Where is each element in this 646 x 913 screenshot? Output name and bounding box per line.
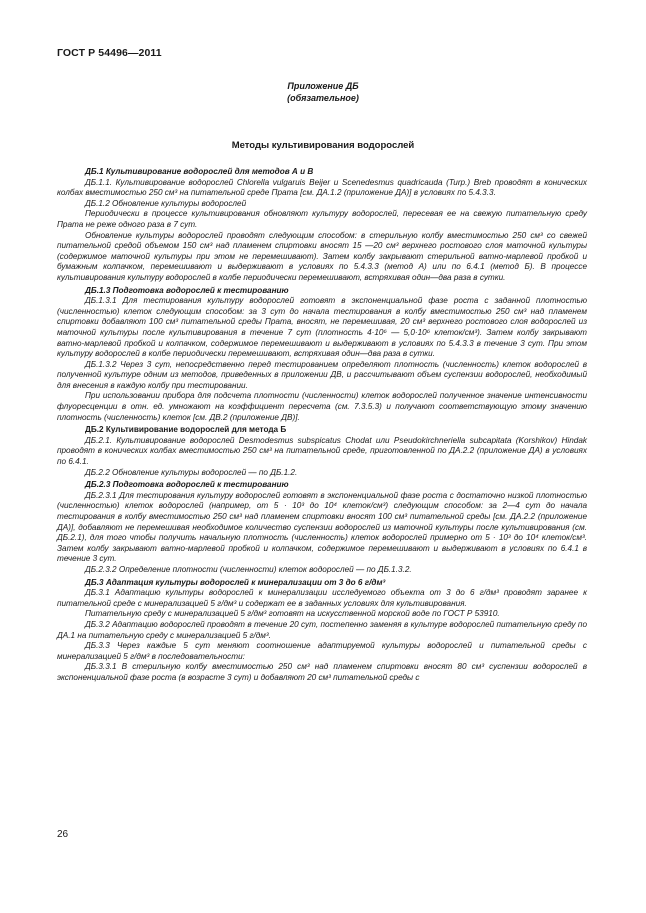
- subsection-heading: ДБ.1 Культивирование водорослей для методов А и В: [85, 167, 314, 176]
- paragraph: ДБ.3.2 Адаптацию водорослей проводят в течение 20 сут, постепенно заменяя в культуре водорослей питательную среду по ДА.1 на питательную среду с минерализацией 5 г/дм³.: [57, 619, 587, 640]
- paragraph: ДБ.3.1 Адаптацию культуры водорослей к минерализации исследуемого объекта от 3 до 6 г/дм³ проводят заранее к питательной среде с минерализацией 5 г/дм³ и содержат ее в заданных условиях для культивирования.: [57, 588, 587, 608]
- paragraph: Питательную среду с минерализацией 5 г/дм³ готовят на искусственной морской воде по ГОСТ Р 53910.: [85, 609, 500, 619]
- paragraph: ДБ.1.3.1 Для тестирования культуру водорослей готовят в экспоненциальной фазе роста с заданной плотностью (численностью) клеток следующим способом: за 3 сут до начала тестирования в колбу вместимостью 250 см³ над пламенем спиртовки добавляют 100 см³ питательной среды Прата, вносят, не перемешивая, 20 см³ верхнего ростового слоя водорослей из маточной культуры после культивирования в течение 7 сут (плотность 4·10⁶ — 5,0·10⁶ клеток/см³). Затем колбу закрывают ватно-марлевой пробкой и колпачком, содержимое перемешивают и выдерживают в условиях по 5.4.3.3 в течение 3 сут. При этом культуру водорослей в колбе периодически перемешивают, встряхивая один—два раза в сутки.: [57, 296, 587, 359]
- appendix-status: (обязательное): [287, 93, 359, 103]
- paragraph: ДБ.1.2 Обновление культуры водорослей: [85, 198, 247, 208]
- subsection-heading: ДБ.3 Адаптация культуры водорослей к минерализации от 3 до 6 г/дм³: [85, 577, 386, 587]
- paragraph: При использовании прибора для подсчета плотности (численности) клеток водорослей полученное значение интенсивности флуоресценции в отн. ед. умножают на коэффициент пересчета (см. 7.3.5.3) и получают соответствующую этому значению плотность (численность) клеток [см. ДВ.2 (приложение ДВ)].: [57, 391, 587, 422]
- paragraph: ДБ.2.2 Обновление культуры водорослей — по ДБ.1.2.: [85, 467, 298, 477]
- appendix-label-block: [0, 80, 646, 104]
- section-title: Методы культивирования водорослей: [231, 140, 415, 151]
- appendix-label: Приложение ДБ: [287, 81, 359, 91]
- subsection-heading: ДБ.2 Культивирование водорослей для метода Б: [85, 425, 287, 435]
- standard-header: ГОСТ Р 54496—2011: [57, 47, 162, 59]
- paragraph: ДБ.1.3.2 Через 3 сут, непосредственно перед тестированием определяют плотность (численность) клеток водорослей в полученной культуре одним из методов, приведенных в приложении ДВ, и рассчитывают объем суспензии водорослей, необходимый для внесения в каждую колбу при тестировании.: [57, 359, 587, 390]
- paragraph: ДБ.3.3.1 В стерильную колбу вместимостью 250 см³ над пламенем спиртовки вносят 80 см³ суспензии водорослей в экспоненциальной фазе роста (в возрасте 3 сут) и добавляют 20 см³ питательной среды с: [57, 662, 587, 682]
- paragraph: ДБ.1.1. Культивирование водорослей Chlorella vulgaruis Beijer и Scenedesmus quadricauda (Turp.) Breb проводят в конических колбах вместимостью 250 см³ на питательной среде Прата [см. ДА.1.2 (приложение ДА)] в условиях по 5.4.3.3.: [57, 177, 587, 198]
- paragraph: ДБ.3.3 Через каждые 5 сут меняют соотношение адаптируемой культуры водорослей и питательной среды с минерализацией 5 г/дм³ в последовательности:: [57, 641, 587, 661]
- document-body: [57, 165, 587, 684]
- page-number: 26: [57, 829, 69, 840]
- paragraph: ДБ.2.3.2 Определение плотности (численности) клеток водорослей — по ДБ.1.3.2.: [85, 564, 412, 574]
- paragraph: ДБ.2.1. Культивирование водорослей Desmodesmus subspicatus Chodat или Pseudokirchneriella subcapitata (Korshikov) Hindak проводят в конических колбах вместимостью 250 см³ на питательной среде, приготовленной по ДА.2.2 (приложение ДА) в условиях по 6.4.1.: [57, 435, 587, 467]
- subsection-heading: ДБ.1.3 Подготовка водорослей к тестированию: [85, 285, 289, 295]
- paragraph: ДБ.2.3.1 Для тестирования культуру водорослей готовят в экспоненциальной фазе роста с достаточно низкой плотностью (численностью) клеток водорослей (например, от 5 · 10³ до 10⁴ клеток/см³) следующим способом: за 2—4 сут до начала тестирования в колбу вместимостью 250 см³ над пламенем спиртовки вносят 100 см³ питательной среды [см. ДА.2.2 (приложение ДА)], добавляют не перемешивая необходимое количество суспензии водорослей из маточной культуры после культивирования (см. ДБ.2.1), для того чтобы получить начальную плотность (численность) клеток водорослей примерно от 5 · 10³ до 10⁴ клеток/см³. Затем колбу закрывают ватно-марлевой пробкой и колпачком, содержимое перемешивают и выдерживают в условиях по 6.4.1 в течение 3 сут.: [57, 490, 587, 564]
- subsection-heading: ДБ.2.3 Подготовка водорослей к тестированию: [85, 480, 289, 490]
- paragraph: Обновление культуры водорослей проводят следующим способом: в стерильную колбу вместимостью 250 см³ со свежей питательной средой объемом 150 см³ над пламенем спиртовки вносят 15 —20 см³ верхнего ростового слоя маточной культуры (содержимое маточной культуры при этом не перемешивают). Затем колбу закрывают стерильной ватно-марлевой пробкой и бумажным колпачком, перемешивают и выдерживают в условиях по 5.4.3.3 (метод А) или по 6.4.1 (метод Б). В процессе культивирования культуру водорослей в колбе периодически перемешивают, встряхивая один—два раза в сутки.: [57, 230, 587, 282]
- paragraph: Периодически в процессе культивирования обновляют культуру водорослей, пересевая ее на свежую питательную среду Прата не реже одного раза в 7 сут.: [57, 209, 587, 229]
